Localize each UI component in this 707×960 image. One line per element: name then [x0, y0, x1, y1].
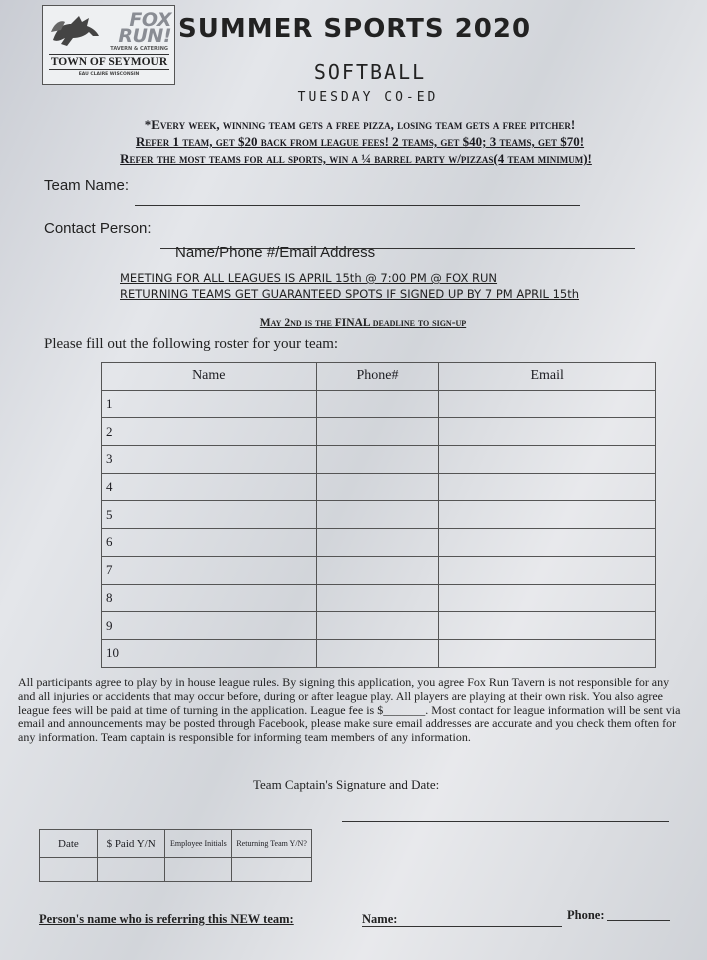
roster-row: [102, 584, 656, 612]
logo-brand: FOX RUN!: [118, 9, 171, 47]
agreement-paragraph: All participants agree to play by in house league rules. By signing this application, you agree Fox Run Tavern is not responsible for any and all injuries or accidents that may occur before, during or after league play. All players are playing at their own risk. You also agree league fees will be paid at time of turning in the application. League fee is $_______. Most contact for league information will be sent via email and announcements may be posted through Facebook, please make sure email addresses are accurate and you check them often for any information. Team captain is responsible for informing team members of any information.: [18, 675, 681, 745]
roster-name-cell[interactable]: [102, 473, 317, 501]
roster-name-cell[interactable]: [102, 639, 317, 667]
office-use-table: [39, 829, 312, 882]
deadline-notice: May 2nd is the FINAL deadline to sign-up: [259, 317, 467, 329]
roster-row: [102, 612, 656, 640]
office-returning-cell[interactable]: [232, 858, 312, 882]
roster-phone-cell[interactable]: [316, 612, 439, 640]
roster-phone-cell[interactable]: [316, 639, 439, 667]
roster-row: [102, 556, 656, 584]
referral-name-label: Name:: [362, 912, 398, 926]
returning-notice: RETURNING TEAMS GET GUARANTEED SPOTS IF SIGNED UP BY 7 PM APRIL 15th: [120, 287, 580, 301]
promo-referral: Refer 1 team, get $20 back from league fees! 2 teams, get $40; 3 teams, get $70!: [135, 134, 585, 149]
roster-email-cell[interactable]: [439, 418, 656, 446]
referral-name-line[interactable]: [362, 926, 562, 927]
referral-phone-line[interactable]: [607, 920, 670, 921]
roster-email-cell[interactable]: [439, 529, 656, 557]
fox-icon: [49, 10, 103, 50]
referral-label: Person's name who is referring this NEW team:: [39, 912, 294, 926]
roster-row-number: 2: [106, 423, 113, 439]
promo-weekly: *Every week, winning team gets a free pizza, losing team gets a free pitcher!: [144, 117, 576, 132]
roster-phone-cell[interactable]: [316, 584, 439, 612]
logo-town: TOWN OF SEYMOUR: [50, 56, 168, 68]
referral-phone-label: Phone:: [567, 908, 605, 922]
roster-row: [102, 446, 656, 474]
roster-email-cell[interactable]: [439, 390, 656, 418]
office-returning-header: Returning Team Y/N?: [232, 830, 312, 858]
roster-name-cell[interactable]: [102, 390, 317, 418]
office-initials-cell[interactable]: [165, 858, 232, 882]
league-title: TUESDAY CO-ED: [297, 90, 439, 105]
roster-phone-cell[interactable]: [316, 556, 439, 584]
roster-intro: Please fill out the following roster for your team:: [44, 336, 339, 352]
roster-row-number: 9: [106, 617, 113, 633]
roster-name-cell[interactable]: [102, 501, 317, 529]
office-date-header: Date: [40, 830, 98, 858]
roster-row: [102, 473, 656, 501]
office-paid-cell[interactable]: [97, 858, 165, 882]
roster-name-cell[interactable]: [102, 529, 317, 557]
contact-label: Contact Person:: [44, 220, 152, 237]
roster-email-cell[interactable]: [439, 501, 656, 529]
page-title: SUMMER SPORTS 2020: [178, 14, 532, 44]
roster-row-number: 4: [106, 479, 113, 495]
roster-name-cell[interactable]: [102, 556, 317, 584]
roster-phone-cell[interactable]: [316, 446, 439, 474]
signature-label: Team Captain's Signature and Date:: [253, 777, 440, 792]
promo-most-teams: Refer the most teams for all sports, win a ¼ barrel party w/pizzas(4 team minimum)!: [120, 151, 592, 166]
roster-phone-cell[interactable]: [316, 418, 439, 446]
roster-phone-cell[interactable]: [316, 390, 439, 418]
team-name-line[interactable]: [135, 205, 580, 206]
email-header: Email: [439, 363, 656, 391]
logo-subtitle: TAVERN & CATERING: [110, 46, 168, 52]
contact-hint: Name/Phone #/Email Address: [175, 244, 376, 261]
roster-row: [102, 529, 656, 557]
roster-row: [102, 501, 656, 529]
signature-line[interactable]: [342, 821, 669, 822]
roster-row: [102, 390, 656, 418]
roster-email-cell[interactable]: [439, 556, 656, 584]
roster-name-cell[interactable]: [102, 584, 317, 612]
roster-row: [102, 639, 656, 667]
roster-name-cell[interactable]: [102, 612, 317, 640]
roster-email-cell[interactable]: [439, 612, 656, 640]
roster-row-number: 6: [106, 534, 113, 550]
office-entry-row: [40, 858, 312, 882]
roster-row-number: 5: [106, 506, 113, 522]
roster-phone-cell[interactable]: [316, 529, 439, 557]
roster-row: [102, 418, 656, 446]
logo-location: EAU CLAIRE WISCONSIN: [78, 72, 140, 77]
office-paid-header: $ Paid Y/N: [97, 830, 165, 858]
team-name-label: Team Name:: [44, 177, 130, 194]
roster-name-cell[interactable]: [102, 418, 317, 446]
roster-header-row: [102, 363, 656, 391]
phone-header: Phone#: [316, 363, 439, 391]
roster-email-cell[interactable]: [439, 473, 656, 501]
sport-title: SOFTBALL: [313, 60, 427, 84]
roster-row-number: 10: [106, 645, 119, 661]
roster-email-cell[interactable]: [439, 584, 656, 612]
roster-row-number: 3: [106, 451, 113, 467]
office-initials-header: Employee Initials: [165, 830, 232, 858]
roster-row-number: 8: [106, 589, 113, 605]
roster-table: [101, 362, 656, 668]
roster-email-cell[interactable]: [439, 446, 656, 474]
roster-name-cell[interactable]: [102, 446, 317, 474]
office-header-row: [40, 830, 312, 858]
roster-phone-cell[interactable]: [316, 473, 439, 501]
roster-row-number: 7: [106, 562, 113, 578]
name-header: Name: [102, 363, 317, 391]
office-date-cell[interactable]: [40, 858, 98, 882]
roster-email-cell[interactable]: [439, 639, 656, 667]
roster-row-number: 1: [106, 396, 113, 412]
roster-phone-cell[interactable]: [316, 501, 439, 529]
meeting-notice: MEETING FOR ALL LEAGUES IS APRIL 15th @ 7:00 PM @ FOX RUN: [120, 271, 498, 285]
